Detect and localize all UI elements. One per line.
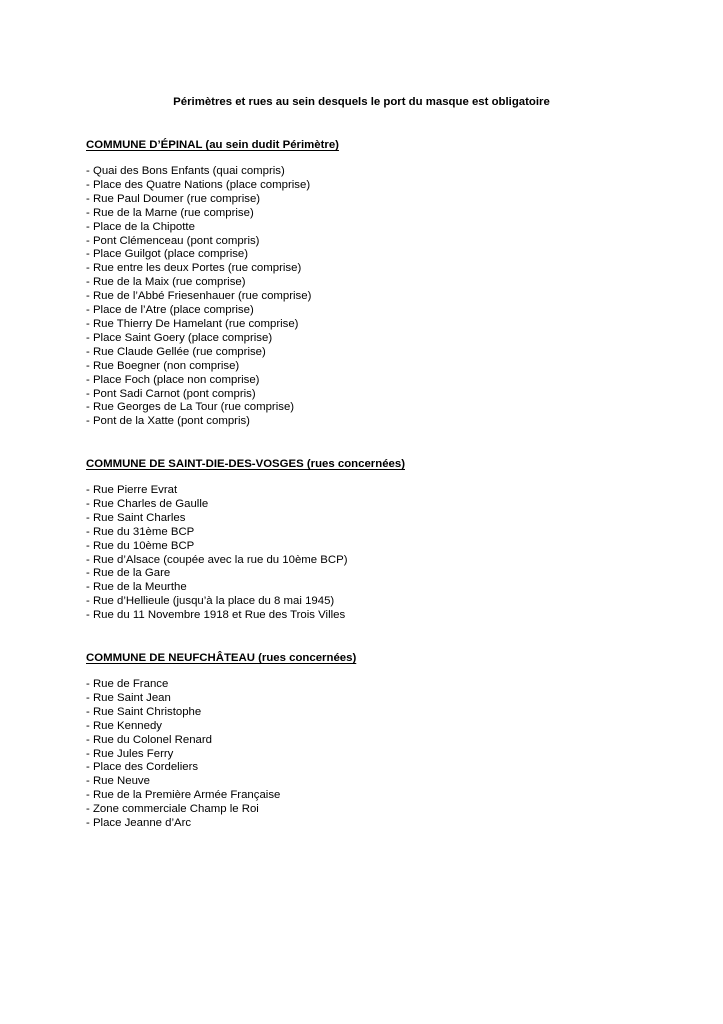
list-item: - Rue de la Première Armée Française xyxy=(86,789,281,802)
list-item: - Zone commerciale Champ le Roi xyxy=(86,803,259,816)
list-item: - Pont Clémenceau (pont compris) xyxy=(86,234,260,247)
section-epinal xyxy=(86,138,686,429)
list-item: - Rue du 11 Novembre 1918 et Rue des Trois Villes xyxy=(86,609,346,622)
list-item: - Place des Cordeliers xyxy=(86,761,199,774)
list-item: - Rue Pierre Evrat xyxy=(86,484,178,496)
list-item: - Rue de la Meurthe xyxy=(86,581,187,594)
list-item: - Rue de la Marne (rue comprise) xyxy=(86,206,254,219)
street-list xyxy=(86,165,686,429)
document-title: Périmètres et rues au sein desquels le port du masque est obligatoire xyxy=(173,96,550,108)
list-item: - Rue Georges de La Tour (rue comprise) xyxy=(86,401,295,414)
list-item: - Place Jeanne d’Arc xyxy=(86,817,192,830)
list-item: - Rue de la Maix (rue comprise) xyxy=(86,276,246,289)
section-heading: COMMUNE DE NEUFCHÂTEAU (rues concernées) xyxy=(86,652,357,664)
list-item: - Rue d’Alsace (coupée avec la rue du 10ème BCP) xyxy=(86,553,348,566)
list-item: - Pont Sadi Carnot (pont compris) xyxy=(86,387,256,400)
list-item: - Place Guilgot (place comprise) xyxy=(86,248,249,261)
section-heading: COMMUNE DE SAINT-DIE-DES-VOSGES (rues concernées) xyxy=(86,458,405,470)
street-list xyxy=(86,678,686,831)
list-item: - Rue Boegner (non comprise) xyxy=(86,359,240,372)
list-item: - Pont de la Xatte (pont compris) xyxy=(86,415,250,428)
list-item: - Rue du Colonel Renard xyxy=(86,733,213,746)
section-neufchateau xyxy=(86,651,686,831)
section-saint-die xyxy=(86,457,686,623)
list-item: - Place de l’Atre (place comprise) xyxy=(86,304,254,317)
list-item: - Rue Jules Ferry xyxy=(86,747,174,760)
list-item: - Rue Saint Charles xyxy=(86,511,186,524)
street-list xyxy=(86,484,686,623)
list-item: - Rue Kennedy xyxy=(86,719,162,732)
list-item: - Rue d’Hellieule (jusqu’à la place du 8 mai 1945) xyxy=(86,595,335,608)
list-item: - Rue Paul Doumer (rue comprise) xyxy=(86,192,261,205)
list-item: - Rue Saint Jean xyxy=(86,691,171,704)
list-item: - Rue de la Gare xyxy=(86,567,171,580)
list-item: - Quai des Bons Enfants (quai compris) xyxy=(86,165,285,177)
list-item: - Place de la Chipotte xyxy=(86,220,195,233)
list-item: - Rue de l’Abbé Friesenhauer (rue comprise) xyxy=(86,290,312,303)
list-item: - Rue Thierry De Hamelant (rue comprise) xyxy=(86,317,299,330)
list-item: - Rue du 10ème BCP xyxy=(86,539,195,552)
list-item: - Rue Claude Gellée (rue comprise) xyxy=(86,345,266,358)
list-item: - Rue du 31ème BCP xyxy=(86,525,195,538)
list-item: - Place Foch (place non comprise) xyxy=(86,373,260,386)
list-item: - Rue entre les deux Portes (rue comprise) xyxy=(86,262,302,275)
list-item: - Rue Charles de Gaulle xyxy=(86,497,209,510)
list-item: - Place des Quatre Nations (place comprise) xyxy=(86,178,311,191)
list-item: - Rue Saint Christophe xyxy=(86,705,202,718)
list-item: - Rue de France xyxy=(86,678,169,690)
list-item: - Place Saint Goery (place comprise) xyxy=(86,331,273,344)
list-item: - Rue Neuve xyxy=(86,775,150,788)
section-heading: COMMUNE D’ÉPINAL (au sein dudit Périmètre) xyxy=(86,139,339,151)
